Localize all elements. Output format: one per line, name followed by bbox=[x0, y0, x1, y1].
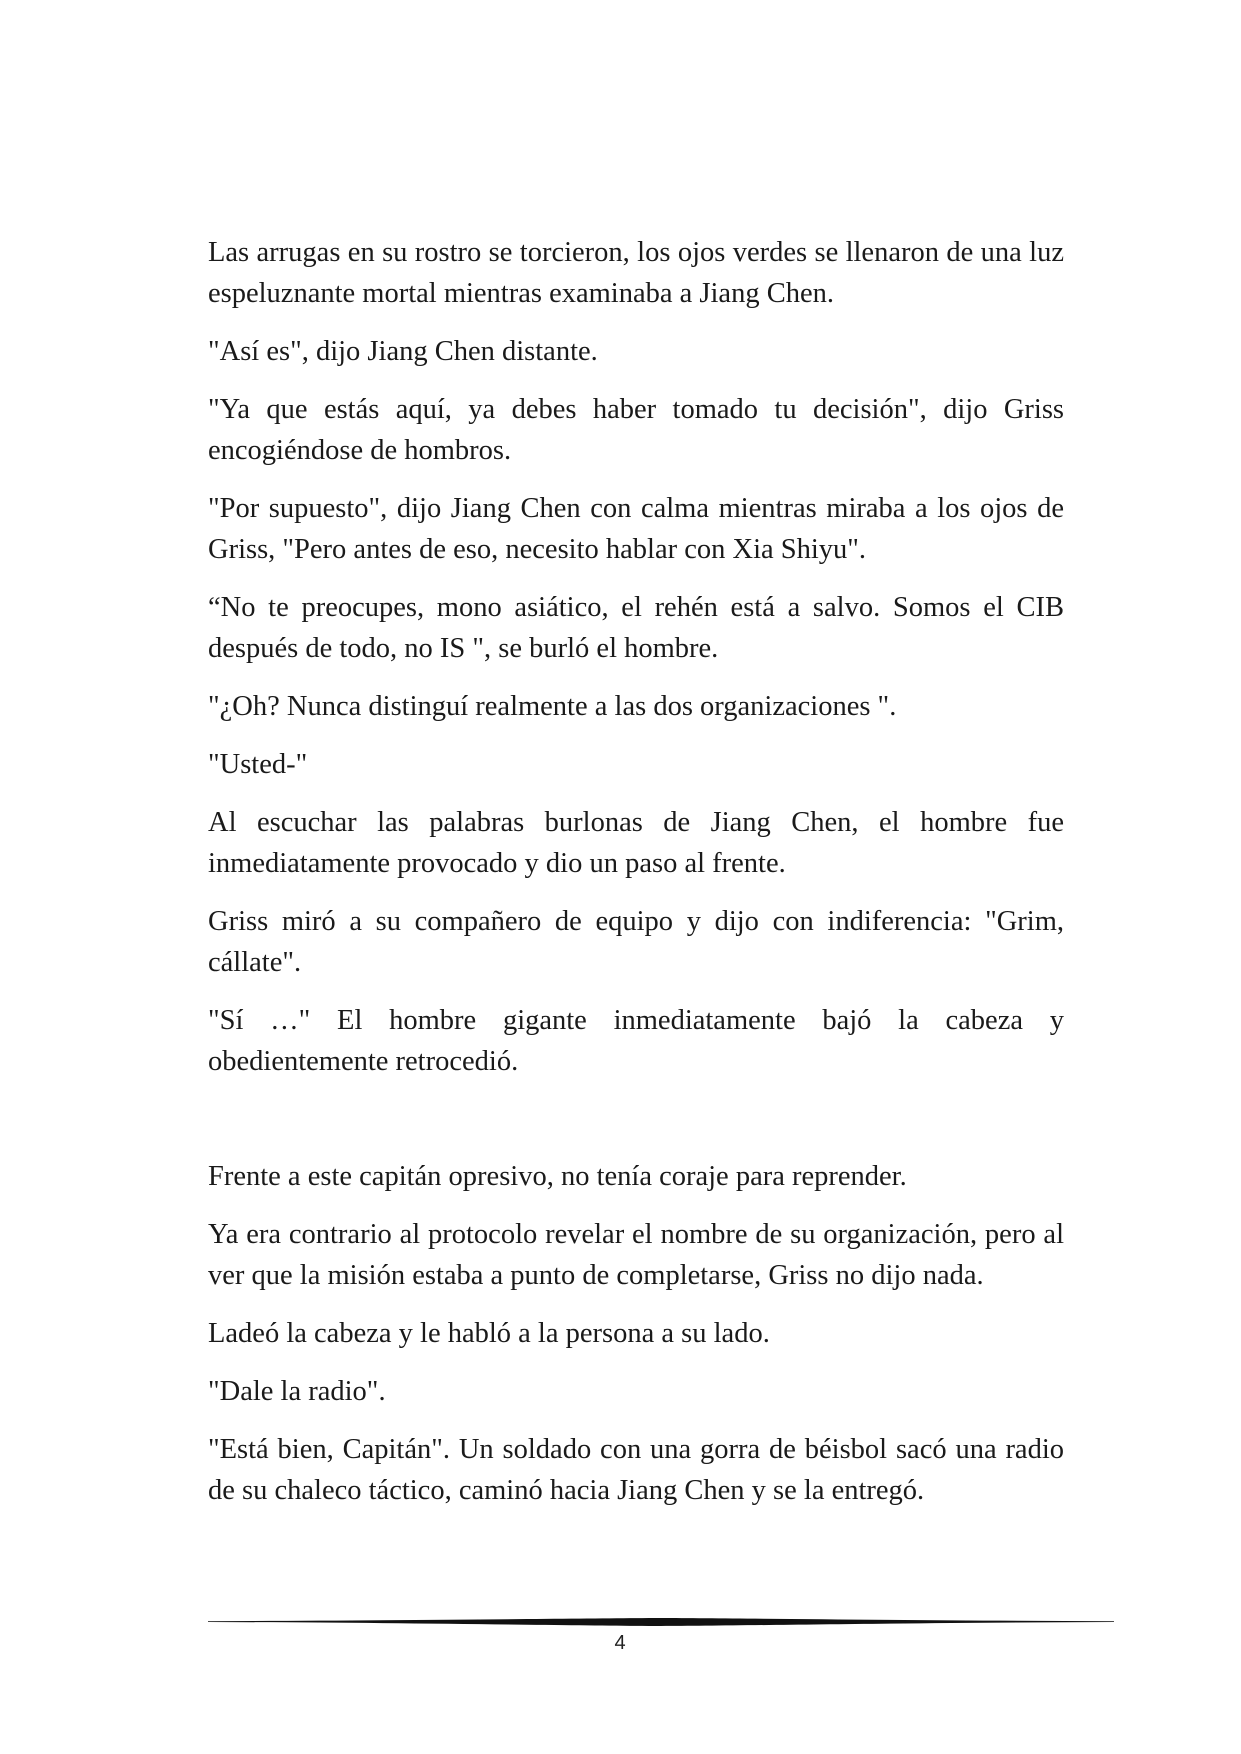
paragraph: Ya era contrario al protocolo revelar el nombre de su organización, pero al ver que la misión estaba a punto de completarse, Griss no dijo nada. bbox=[208, 1219, 1064, 1291]
paragraph: Al escuchar las palabras burlonas de Jiang Chen, el hombre fue inmediatamente provocado y dio un paso al frente. bbox=[208, 807, 1064, 879]
paragraph: "Sí …" El hombre gigante inmediatamente bajó la cabeza y obedientemente retrocedió. bbox=[208, 1005, 1064, 1077]
document-body bbox=[208, 232, 1064, 1528]
paragraph: Ladeó la cabeza y le habló a la persona a su lado. bbox=[208, 1318, 770, 1349]
paragraph: "Así es", dijo Jiang Chen distante. bbox=[208, 336, 598, 367]
paragraph: "Ya que estás aquí, ya debes haber tomado tu decisión", dijo Griss encogiéndose de hombros. bbox=[208, 394, 1064, 466]
section-break bbox=[208, 1099, 1064, 1156]
paragraph: Griss miró a su compañero de equipo y dijo con indiferencia: "Grim, cállate". bbox=[208, 906, 1064, 978]
paragraph: Las arrugas en su rostro se torcieron, los ojos verdes se llenaron de una luz espeluznante mortal mientras examinaba a Jiang Chen. bbox=[208, 237, 1064, 309]
paragraph: "Dale la radio". bbox=[208, 1376, 386, 1407]
footer-divider bbox=[208, 1616, 1114, 1628]
page-number: 4 bbox=[614, 1632, 626, 1654]
paragraph: "¿Oh? Nunca distinguí realmente a las dos organizaciones ". bbox=[208, 691, 897, 722]
paragraph: "Usted-" bbox=[208, 749, 308, 780]
paragraph: "Está bien, Capitán". Un soldado con una gorra de béisbol sacó una radio de su chaleco táctico, caminó hacia Jiang Chen y se la entregó. bbox=[208, 1434, 1064, 1506]
paragraph: Frente a este capitán opresivo, no tenía coraje para reprender. bbox=[208, 1161, 907, 1192]
paragraph: "Por supuesto", dijo Jiang Chen con calma mientras miraba a los ojos de Griss, "Pero antes de eso, necesito hablar con Xia Shiyu". bbox=[208, 493, 1064, 565]
paragraph: “No te preocupes, mono asiático, el rehén está a salvo. Somos el CIB después de todo, no IS ", se burló el hombre. bbox=[208, 592, 1064, 664]
